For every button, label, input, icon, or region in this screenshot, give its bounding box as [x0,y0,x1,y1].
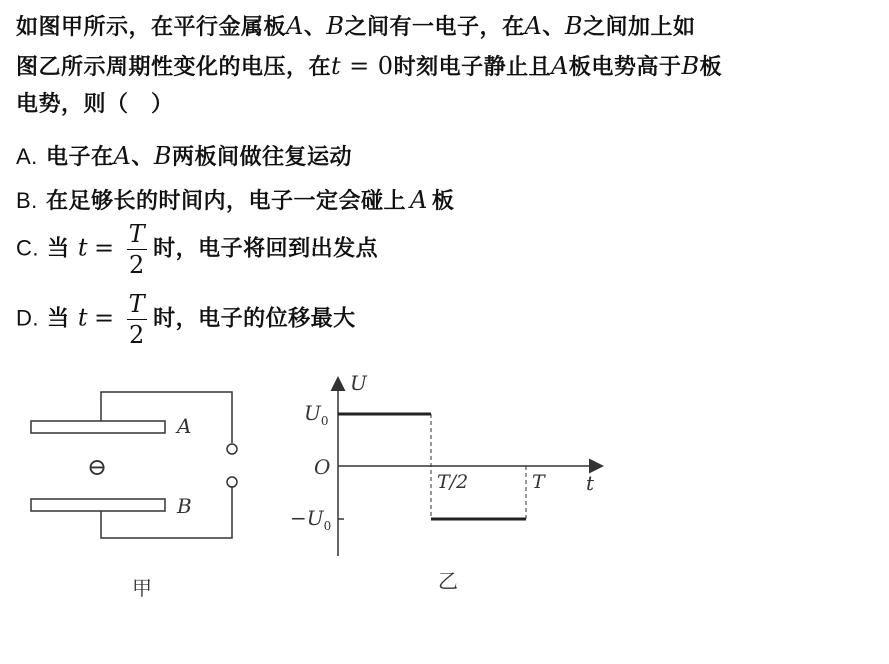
text: 之间有一电子，在 [344,15,525,40]
text: 在足够长的时间内，电子一定会碰上 [45,189,406,214]
zero: 0 [377,52,394,80]
text: 板 [431,189,455,214]
option-letter: D. [16,305,39,331]
text: 两板间做往复运动 [171,145,352,170]
plate-a-label: A [177,414,192,438]
var-t: t [77,233,89,262]
figure-jia [0,370,280,610]
equals: = [349,52,370,80]
text: 、 [542,15,565,40]
var-b: B [564,12,584,40]
x-axis-label: t [586,471,595,495]
option-letter: B. [16,188,38,213]
text: 时刻电子静止且 [393,55,552,80]
var-a: A [524,12,543,40]
var-a: A [551,52,569,80]
y-axis-label: U [350,371,367,395]
equals: = [94,233,115,262]
numerator: T [128,220,146,248]
option-a[interactable] [16,144,352,169]
caption-jia: 甲 [132,576,152,600]
caption-yi: 乙 [438,569,458,593]
plate-a [31,421,165,433]
text: 、 [131,145,154,170]
var-t: t [77,303,89,332]
text: 、 [303,15,327,40]
text: 电子在 [45,145,114,170]
question-line-2 [16,54,722,79]
text: 当 [47,236,70,262]
terminal-top [227,444,237,454]
question-line-1 [16,14,696,39]
denominator: 2 [128,321,145,349]
text: 当 [47,306,70,332]
var-a: A [113,142,132,170]
var-a: A [409,186,428,214]
option-b[interactable] [16,188,454,213]
plate-b-label: B [177,494,192,518]
wire-b [101,486,232,538]
denominator: 2 [128,251,145,279]
var-b: B [681,52,700,80]
period-label: T [532,471,545,493]
option-d[interactable] [16,292,356,347]
text: 图乙所示周期性变化的电压，在 [16,55,332,80]
option-letter: A. [16,144,38,169]
u0-label: $U_0$ [304,401,329,428]
option-c[interactable] [16,222,378,277]
var-a: A [286,12,304,40]
equals: = [94,303,115,332]
var-b: B [153,142,172,170]
wire-a [101,392,232,443]
text: 之间加上如 [583,15,696,40]
text: 如图甲所示，在平行金属板 [16,15,287,40]
var-b: B [326,12,345,40]
figure-yi [280,370,620,610]
numerator: T [128,290,146,318]
var-t: t [331,52,342,80]
fraction-t-over-2 [127,292,148,347]
fraction-t-over-2 [127,222,148,277]
option-letter: C. [16,235,39,261]
plate-b [31,499,165,511]
half-period-label: T/2 [437,471,469,493]
text: 板电势高于 [568,55,682,80]
neg-u0-label: $-U_0$ [290,506,332,533]
origin-label: O [314,455,331,479]
terminal-bottom [227,477,237,487]
text: 时，电子的位移最大 [153,306,356,332]
text: 时，电子将回到出发点 [153,236,379,262]
text: 板 [699,55,723,80]
question-line-3: 电势，则（ ） [16,92,174,117]
electron-icon: ⊖ [86,453,108,481]
